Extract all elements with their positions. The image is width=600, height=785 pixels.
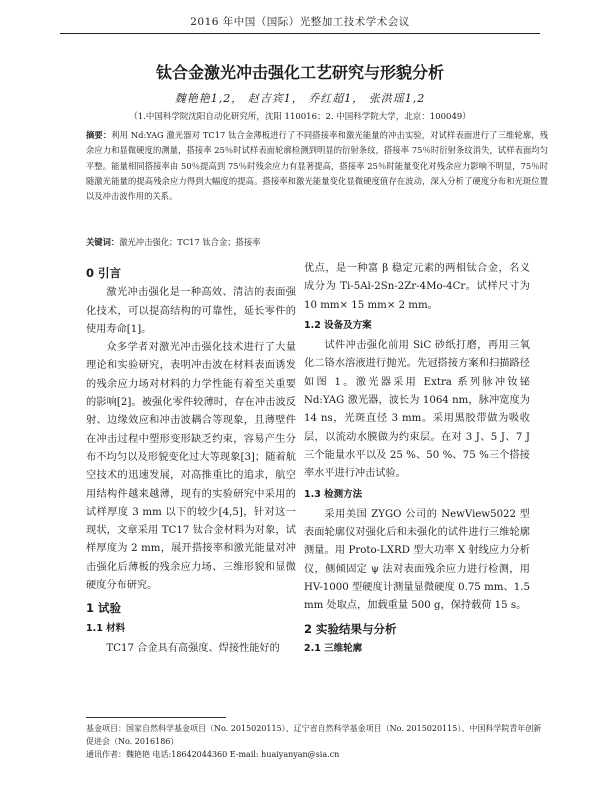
footnote <box>86 722 548 761</box>
abstract-label: 摘要： <box>86 130 112 140</box>
subsection-heading-detection: 1.3 检测方法 <box>304 488 363 500</box>
section-heading-experiment: 1 试验 <box>86 601 122 616</box>
intro-paragraph-2: 众多学者对激光冲击强化技术进行了大量理论和实验研究，表明冲击波在材料表面诱发的残余应力场对材料的力学性能有着至关重要的影响[2]。被强化零件较薄时，存在冲击波反射、边缘效应和冲击波耦合等现象，且薄壁件在冲击过程中塑形变形缺乏约束，容易产生分布不均匀以及形貌变化过大等现象[3]；随着航空技术的迅速发展，对高推重比的追求，航空用结构件越来越薄，现有的实验研究中采用的试样厚度 3 mm 以下的较少[4,5]，针对这一现状，文章采用 TC17 钛合金材料为对象，试样厚度为 2 mm，展开搭接率和激光能量对冲击强化后薄板的残余应力场、三维形貌和显微硬度分布研究。 <box>86 342 296 592</box>
author-list: 魏艳艳1,2， 赵吉宾1， 乔红超1， 张洪瑶1,2 <box>174 92 426 105</box>
intro-paragraph-1: 激光冲击强化是一种高效、清洁的表面强化技术，可以提高结构的可靠性，延长零件的使用寿命[1]。 <box>86 287 296 335</box>
running-header: 2016 年中国（国际）光整加工技术学术会议 <box>60 14 540 34</box>
abstract-text: 利用 Nd:YAG 激光器对 TC17 钛合金薄板进行了不同搭接率和激光能量的冲击实验，对试样表面进行了三维轮廓，残余应力和显微硬度的测量，搭接率 25％时试样表面轮廓检测到明显的衍射条纹，搭接率 75％时衍射条纹消失，试样表面均匀平整。能量相同搭接率由 50％提高到 75％时残余应力有显著提高，搭接率 25％时能量变化对残余应力影响不明显，75％时随激光能量的提高残余应力得到大幅度的提高。搭接率和激光能量变化显微硬度值存在波动，深入分析了硬度分布和光斑位置以及冲击波作用的关系。 <box>86 130 548 202</box>
subsection-heading-equipment: 1.2 设备及方案 <box>304 319 372 331</box>
footnote-contact: 通讯作者：魏艳艳 电话:18642044360 E-mail: huaiyanyan@sia.cn <box>86 750 340 759</box>
equipment-paragraph: 试件冲击强化前用 SiC 砂纸打磨，再用三氧化二铬水溶液进行抛光。先冠搭接方案和扫描路径如图 1。激光器采用 Extra 系列脉冲钕铋 Nd:YAG 激光器，波长为 1064 nm，脉冲宽度为 14 ns，光斑直径 3 mm。采用黑胶带做为吸收层，以流动水膜做为约束层。在对 3 J、5 J、7 J 三个能量水平以及 25 %、50 %、75 %三个搭接率水平进行冲击试验。 <box>304 340 530 480</box>
paper-title: 钛合金激光冲击强化工艺研究与形貌分析 <box>155 63 444 82</box>
section-heading-results: 2 实验结果与分析 <box>304 621 397 636</box>
right-column <box>304 260 530 660</box>
affiliation: （1.中国科学院沈阳自动化研究所，沈阳 110016；2. 中国科学院大学，北京：100049） <box>129 112 471 122</box>
abstract <box>86 128 548 204</box>
detection-paragraph: 采用美国 ZYGO 公司的 NewView5022 型表面轮廓仪对强化后和未强化的试件进行三维轮廓测量。用 Proto-LXRD 型大功率 X 射线应力分析仪，侧倾固定 ψ 法对表面残余应力进行检测，用 HV-1000 型硬度计测量显微硬度 0.75 mm、1.5 mm 处取点，加载重量 500 g，保持载荷 15 s。 <box>304 508 530 612</box>
material-paragraph: TC17 合金具有高强度、焊接性能好的 <box>106 642 280 654</box>
footnote-funding: 基金项目：国家自然科学基金项目（No. 2015020115）、辽宁省自然科学基金项目（No. 2015020115）、中国科学院青年创新促进会（No. 2016186） <box>86 724 542 746</box>
keywords-label: 关键词： <box>86 237 120 247</box>
subsection-heading-material: 1.1 材料 <box>86 622 126 634</box>
keywords <box>86 236 548 248</box>
keywords-text: 激光冲击强化；TC17 钛合金；搭接率 <box>119 237 261 247</box>
subsection-heading-profile: 2.1 三维轮廓 <box>304 642 363 654</box>
footnote-divider <box>86 717 226 718</box>
material-paragraph-cont: 优点，是一种富 β 稳定元素的两相钛合金，名义成分为 Ti-5Al-2Sn-2Zr-4Mo-4Cr。试样尺寸为 10 mm× 15 mm× 2 mm。 <box>304 263 530 311</box>
left-column <box>86 260 296 658</box>
section-heading-intro: 0 引言 <box>86 266 122 280</box>
